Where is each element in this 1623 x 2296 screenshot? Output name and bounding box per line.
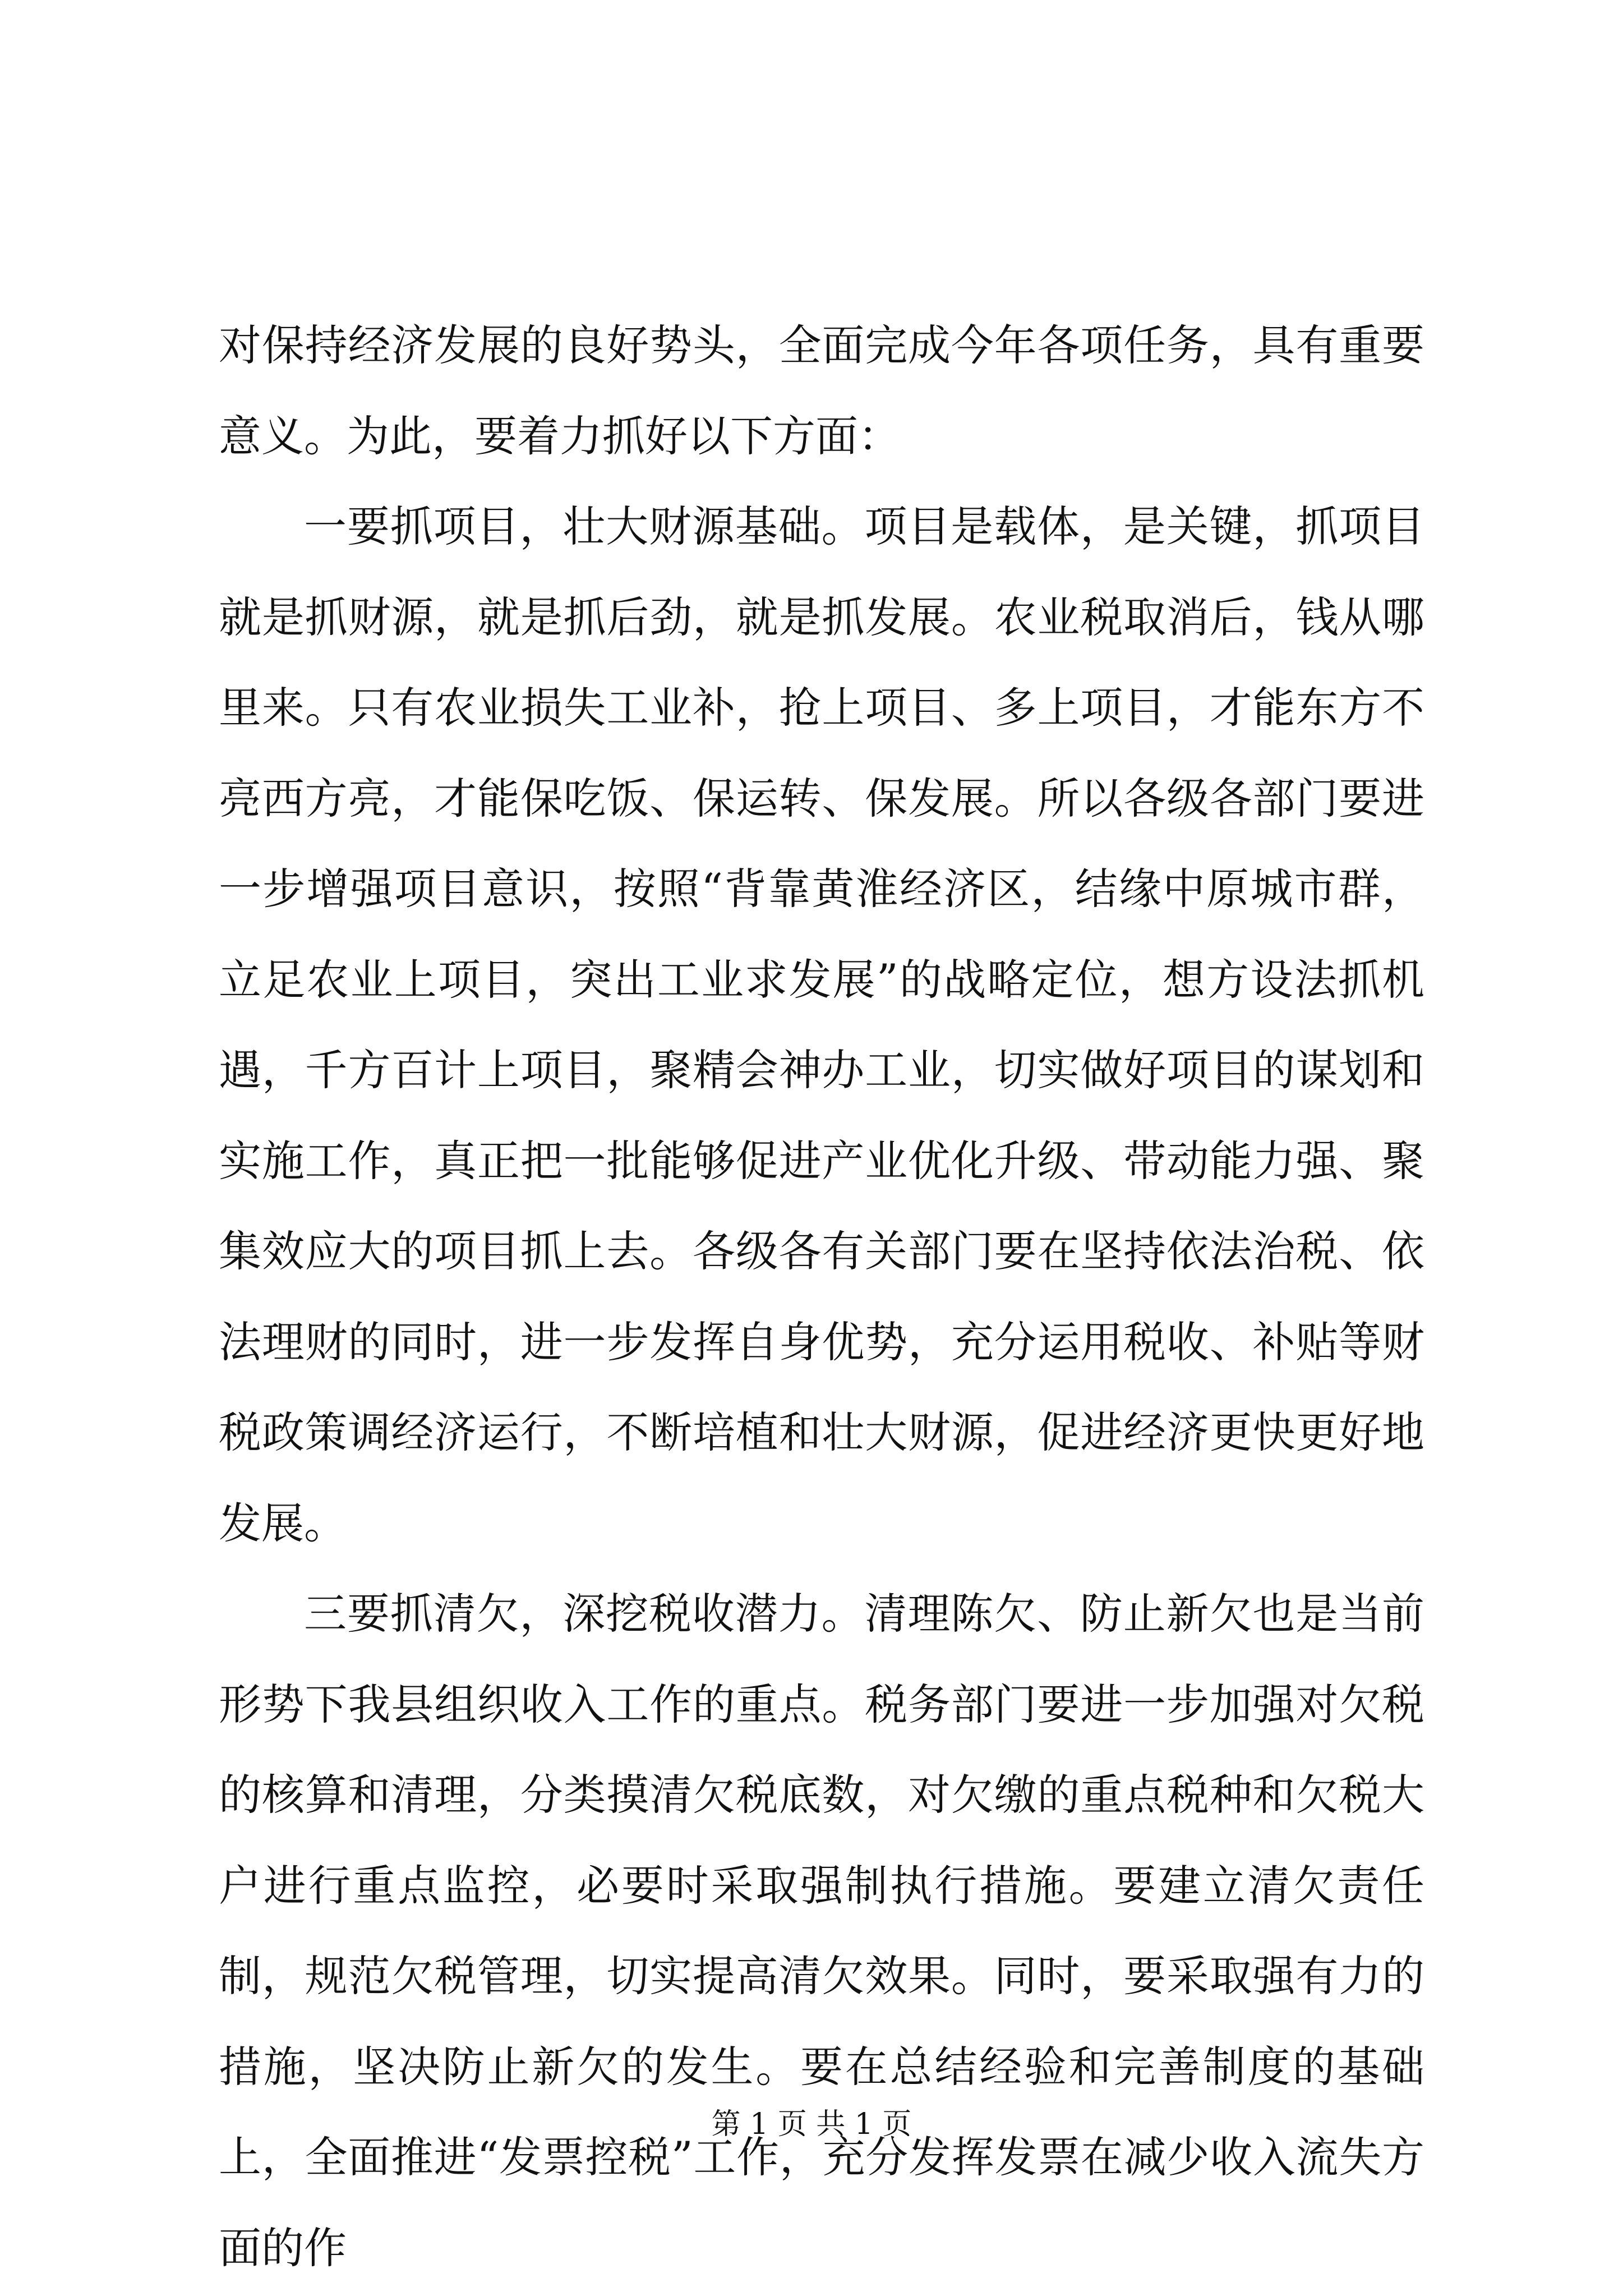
page-footer: 第 1 页 共 1 页 [711,2108,912,2141]
paragraph-2: 一要抓项目，壮大财源基础。项目是载体，是关键，抓项目就是抓财源，就是抓后劲，就是抓发展。农业税取消后，钱从哪里来。只有农业损失工业补，抢上项目、多上项目，才能东方不亮西方亮，才能保吃饭、保运转、保发展。所以各级各部门要进一步增强项目意识，按照“背靠黄淮经济区，结缘中原城市群，立足农业上项目，突出工业求发展”的战略定位，想方设法抓机遇，千方百计上项目，聚精会神办工业，切实做好项目的谋划和实施工作，真正把一批能够促进产业优化升级、带动能力强、聚集效应大的项目抓上去。各级各有关部门要在坚持依法治税、依法理财的同时，进一步发挥自身优势，充分运用税收、补贴等财税政策调经济运行，不断培植和壮大财源，促进经济更快更好地发展。 [219,501,1424,1548]
document-body [219,300,1424,2293]
paragraph-1: 对保持经济发展的良好势头，全面完成今年各项任务，具有重要意义。为此，要着力抓好以下方面： [219,320,1424,461]
paragraph-3: 三要抓清欠，深挖税收潜力。清理陈欠、防止新欠也是当前形势下我县组织收入工作的重点。税务部门要进一步加强对欠税的核算和清理，分类摸清欠税底数，对欠缴的重点税种和欠税大户进行重点监控，必要时采取强制执行措施。要建立清欠责任制，规范欠税管理，切实提高清欠效果。同时，要采取强有力的措施，坚决防止新欠的发生。要在总结经验和完善制度的基础上，全面推进“发票控税”工作，充分发挥发票在减少收入流失方面的作 [219,1589,1424,2273]
